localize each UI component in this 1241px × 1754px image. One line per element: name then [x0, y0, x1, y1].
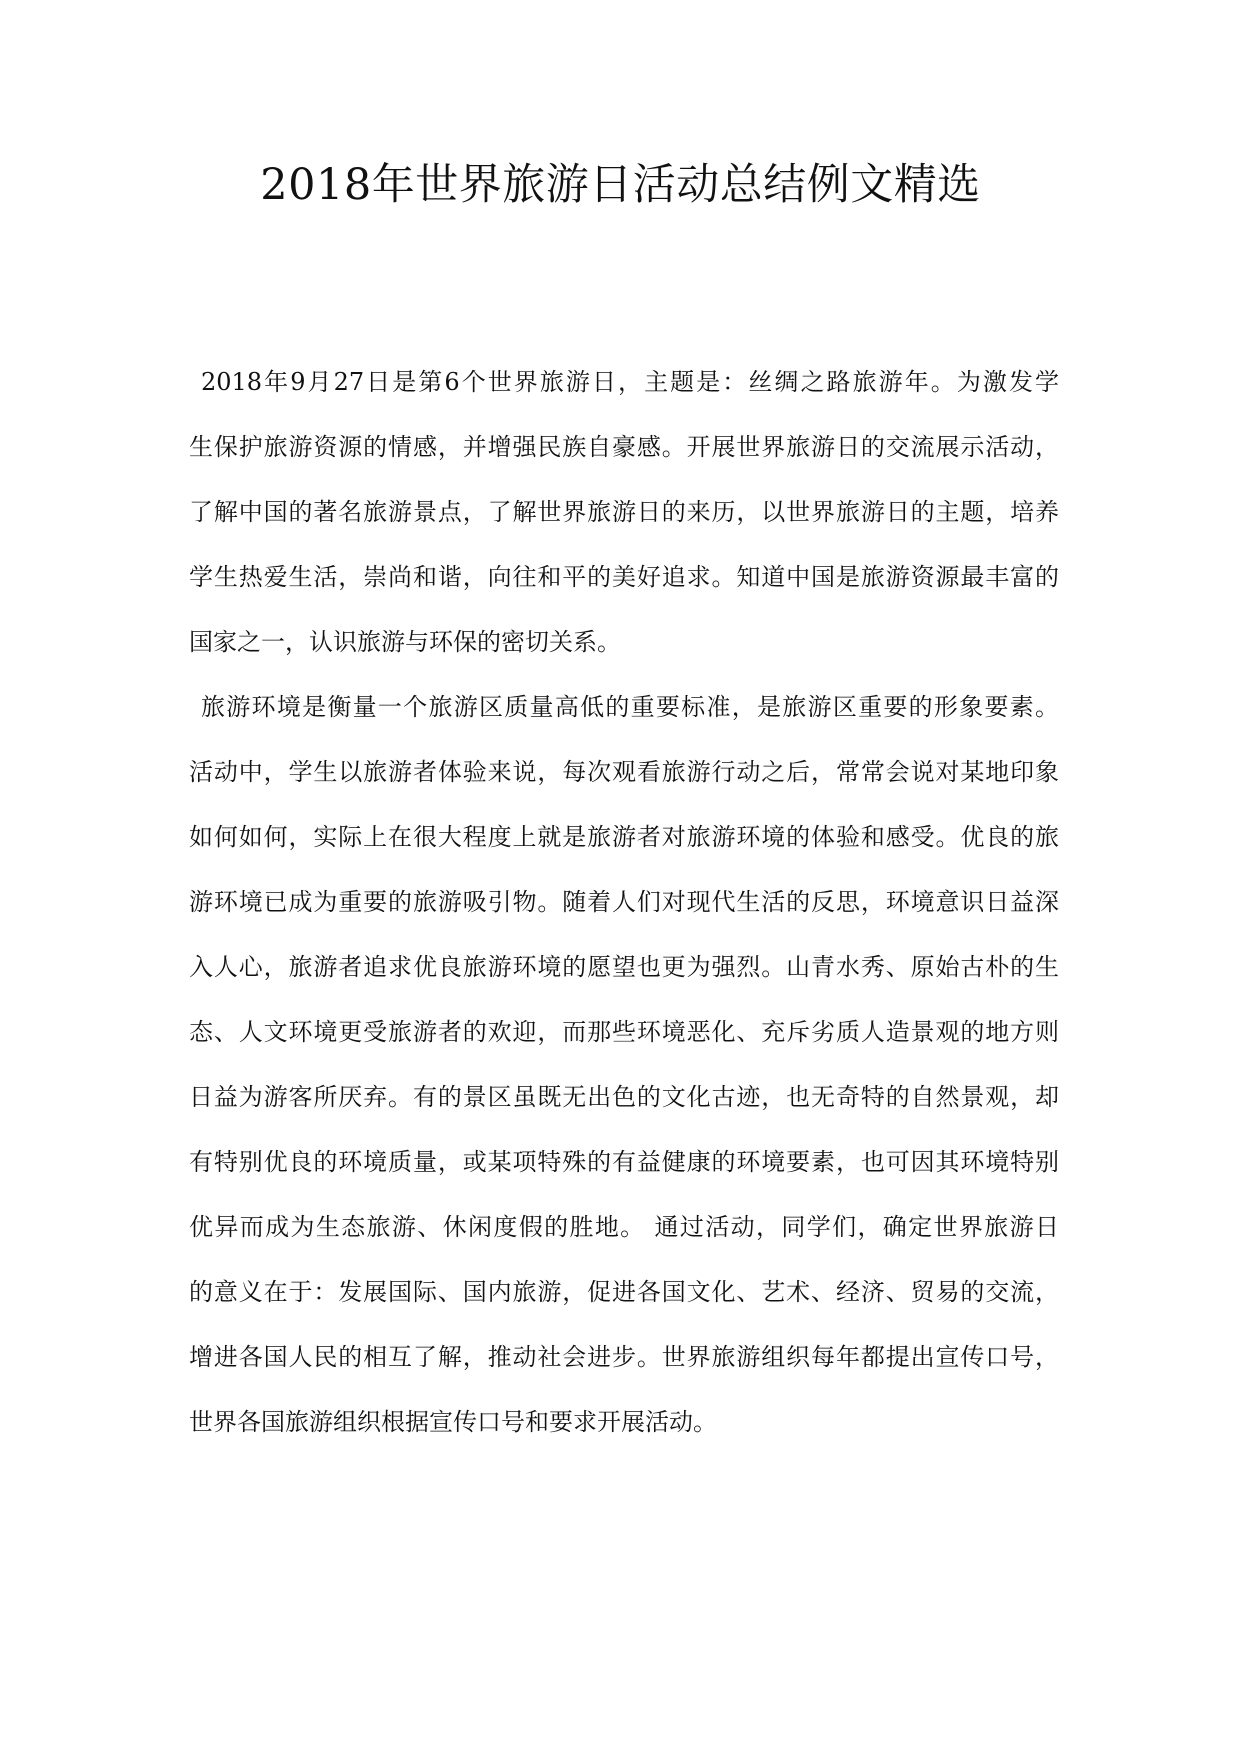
paragraph-line: 的意义在于：发展国际、国内旅游，促进各国文化、艺术、经济、贸易的交流，: [189, 1278, 1059, 1306]
paragraph-line: 有特别优良的环境质量，或某项特殊的有益健康的环境要素，也可因其环境特别: [189, 1148, 1059, 1176]
paragraph-line: 游环境已成为重要的旅游吸引物。随着人们对现代生活的反思，环境意识日益深: [189, 888, 1059, 916]
paragraph-line: 生保护旅游资源的情感，并增强民族自豪感。开展世界旅游日的交流展示活动，: [189, 433, 1059, 461]
document-title: 2018年世界旅游日活动总结例文精选: [260, 160, 981, 210]
paragraph-1: [189, 350, 1059, 675]
paragraph-line: 入人心，旅游者追求优良旅游环境的愿望也更为强烈。山青水秀、原始古朴的生: [189, 953, 1059, 981]
paragraph-line: 增进各国人民的相互了解，推动社会进步。世界旅游组织每年都提出宣传口号，: [189, 1343, 1059, 1371]
paragraph-line: 优异而成为生态旅游、休闲度假的胜地。 通过活动，同学们，确定世界旅游日: [189, 1213, 1059, 1241]
paragraph-line: 旅游环境是衡量一个旅游区质量高低的重要标准，是旅游区重要的形象要素。: [201, 693, 1059, 721]
paragraph-line: 活动中，学生以旅游者体验来说，每次观看旅游行动之后，常常会说对某地印象: [189, 758, 1059, 786]
paragraph-line: 2018年9月27日是第6个世界旅游日，主题是：丝绸之路旅游年。为激发学: [201, 368, 1059, 396]
paragraph-line: 学生热爱生活，崇尚和谐，向往和平的美好追求。知道中国是旅游资源最丰富的: [189, 563, 1059, 591]
paragraph-line: 了解中国的著名旅游景点，了解世界旅游日的来历，以世界旅游日的主题，培养: [189, 498, 1059, 526]
paragraph-line: 国家之一，认识旅游与环保的密切关系。: [189, 628, 621, 656]
paragraph-line: 世界各国旅游组织根据宣传口号和要求开展活动。: [189, 1408, 717, 1436]
document-body: [189, 350, 1059, 1455]
paragraph-line: 日益为游客所厌弃。有的景区虽既无出色的文化古迹，也无奇特的自然景观，却: [189, 1083, 1059, 1111]
paragraph-line: 如何如何，实际上在很大程度上就是旅游者对旅游环境的体验和感受。优良的旅: [189, 823, 1059, 851]
paragraph-line: 态、人文环境更受旅游者的欢迎，而那些环境恶化、充斥劣质人造景观的地方则: [189, 1018, 1059, 1046]
paragraph-2: [189, 675, 1059, 1455]
